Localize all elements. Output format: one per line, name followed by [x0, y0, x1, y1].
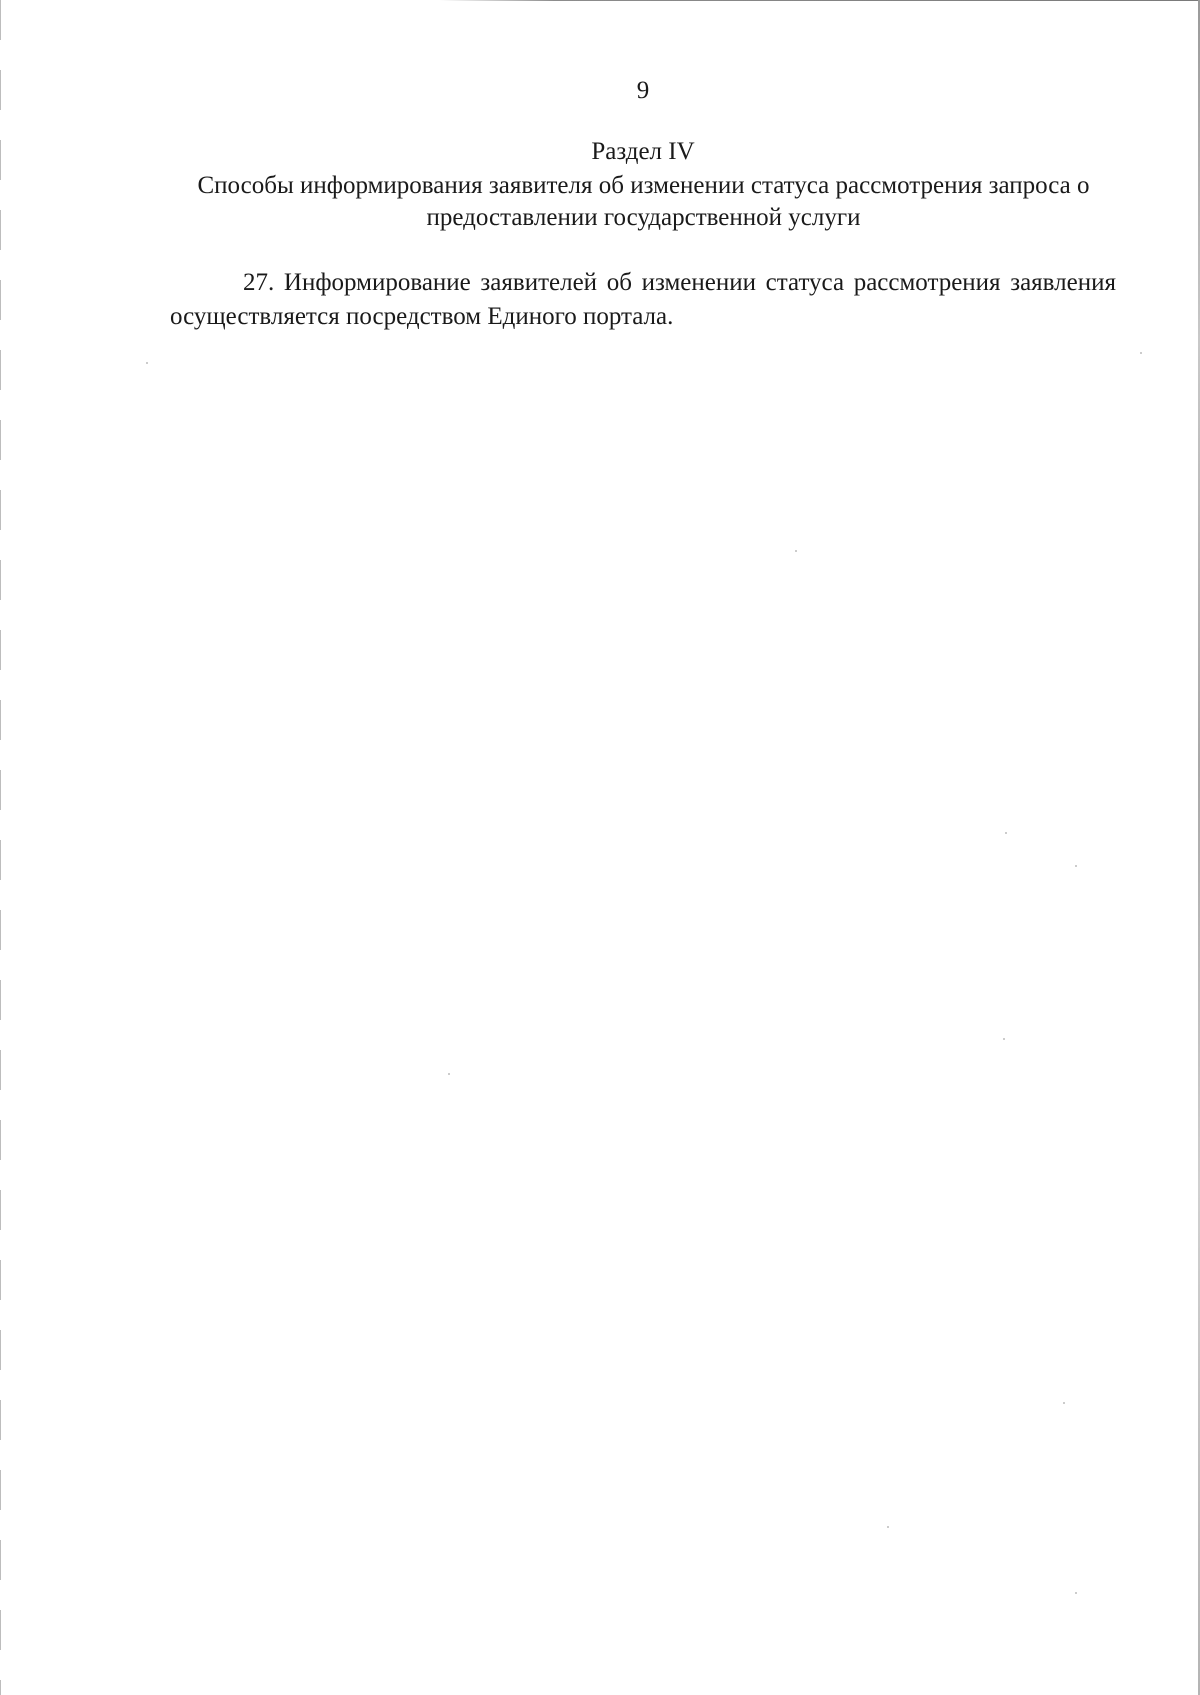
scan-speck: [146, 362, 148, 364]
scan-speck: [1003, 1038, 1005, 1040]
scan-speck: [1063, 1402, 1065, 1404]
scan-speck: [1005, 832, 1007, 834]
scan-speck: [1075, 865, 1077, 867]
scan-edge-left: [0, 0, 1, 1695]
section-title: Способы информирования заявителя об изменении статуса рассмотрения запроса о предоставлении государственной услуги: [197, 172, 1090, 231]
page-number: 9: [636, 77, 650, 104]
section-label: Раздел IV: [591, 138, 695, 165]
scan-speck: [795, 550, 797, 552]
scan-speck: [1075, 1592, 1077, 1594]
paragraph-27: 27. Информирование заявителей об изменении статуса рассмотрения заявления осуществляется посредством Единого портала.: [170, 269, 1116, 330]
scan-speck: [887, 1526, 889, 1528]
scan-edge-top: [440, 0, 1200, 1]
scan-speck: [1140, 352, 1142, 354]
scan-speck: [448, 1073, 450, 1075]
